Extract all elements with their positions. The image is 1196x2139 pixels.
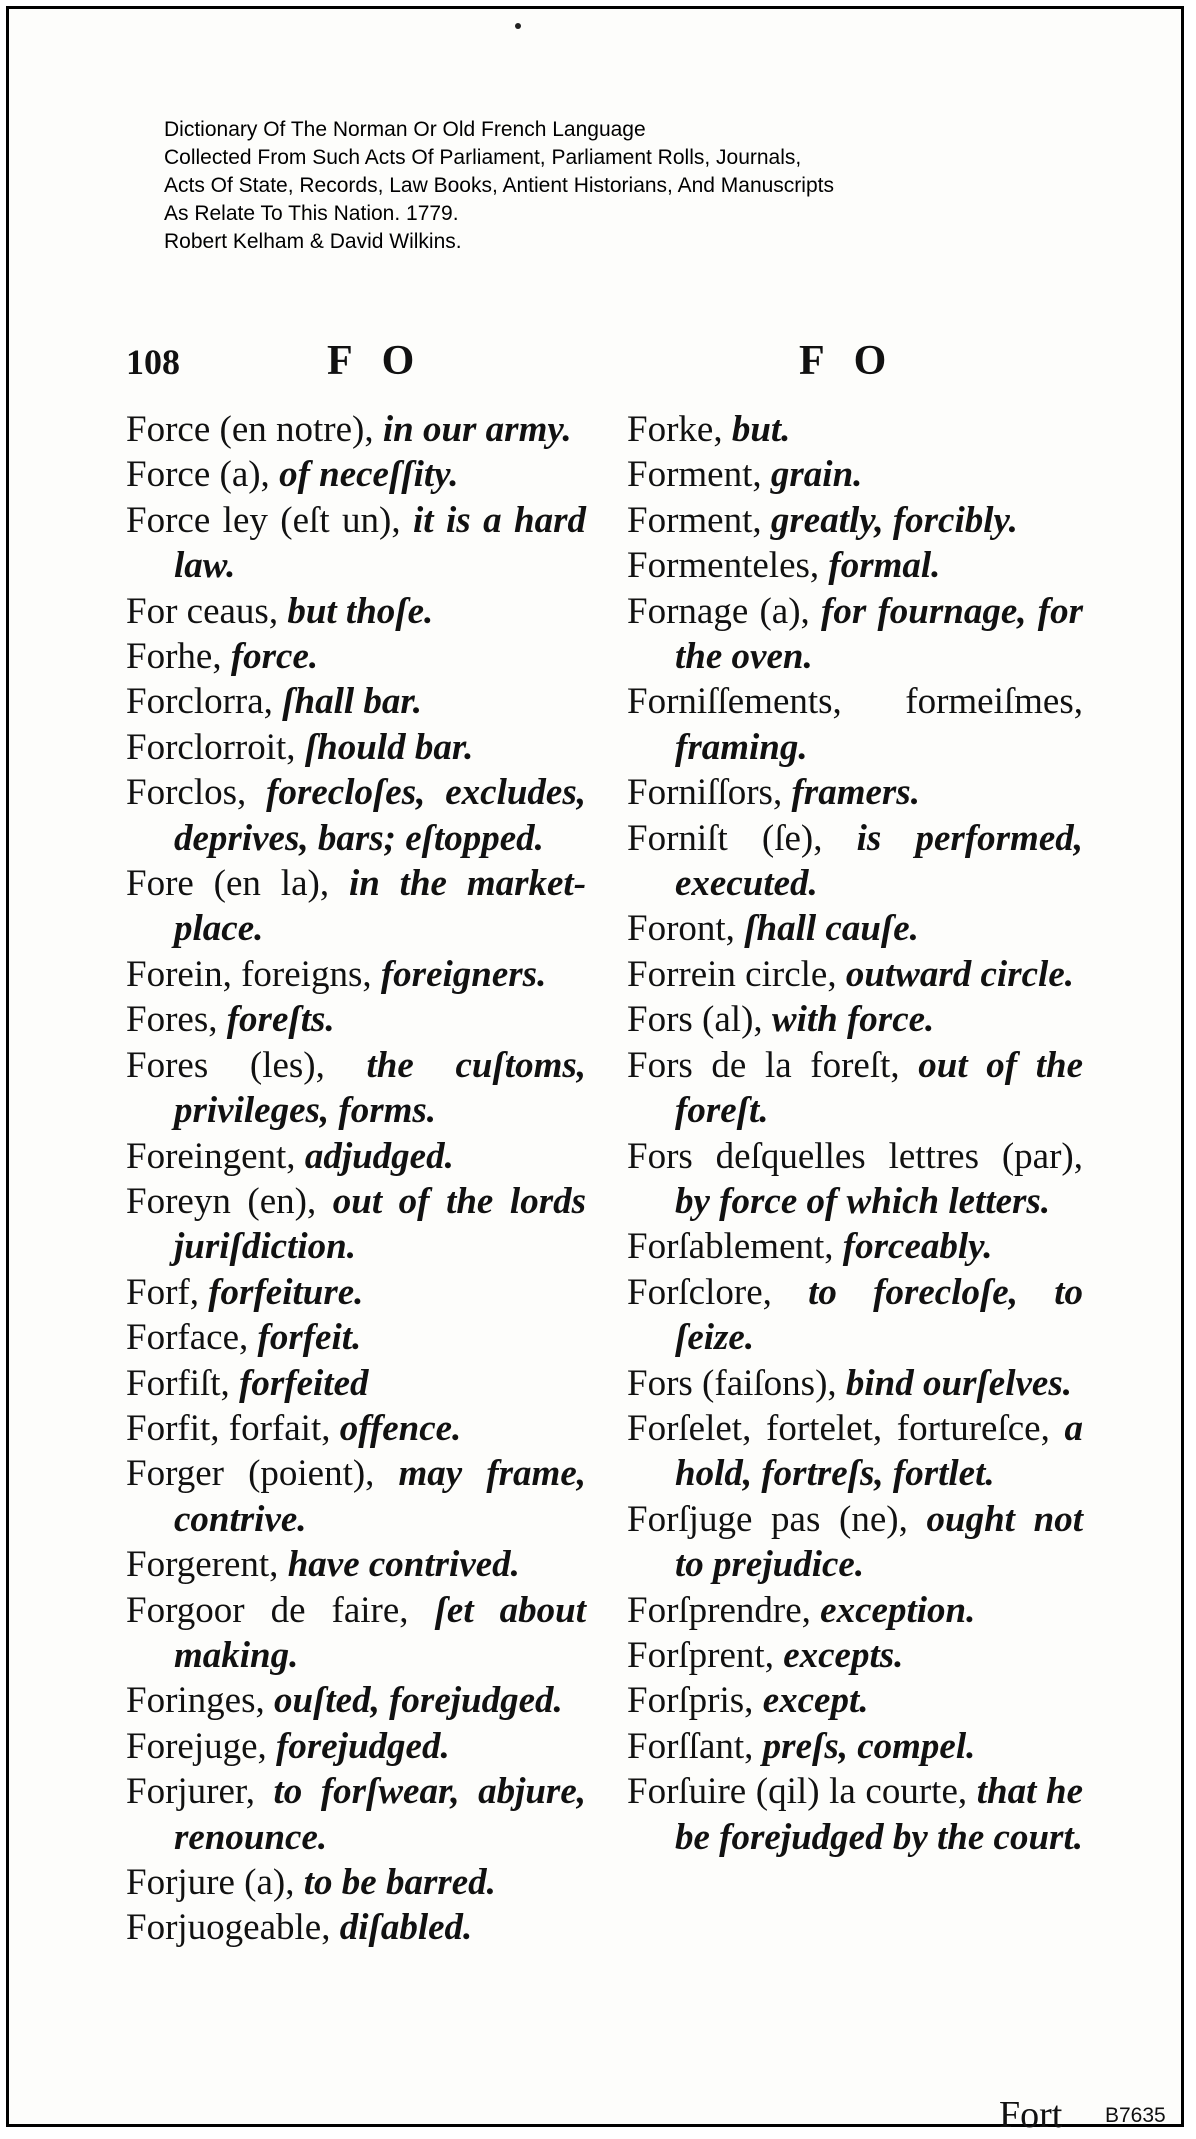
- dictionary-entry: [126, 1724, 586, 1769]
- entry-definition: it is a hard law.: [174, 499, 586, 587]
- entry-headword: Forſuire (qil) la courte,: [627, 1771, 968, 1813]
- header-line: As Relate To This Nation. 1779.: [164, 202, 459, 225]
- dictionary-entry: [126, 1769, 586, 1860]
- entry-headword: Force (en notre),: [126, 409, 374, 450]
- dictionary-entry: [126, 498, 586, 589]
- dictionary-entry: [627, 1724, 1083, 1769]
- entry-definition: to forecloſe, to ſeize.: [675, 1271, 1084, 1359]
- entry-headword: Foront,: [627, 908, 735, 950]
- entry-headword: Forſpris,: [627, 1680, 754, 1722]
- dictionary-entry: [126, 1678, 586, 1723]
- ink-speck: [515, 23, 521, 29]
- dictionary-entry: [126, 770, 586, 861]
- entry-headword: Foringes,: [126, 1680, 265, 1722]
- entry-headword: Forf,: [126, 1271, 199, 1313]
- dictionary-entry: [126, 634, 586, 679]
- entry-definition: foreigners.: [380, 953, 547, 995]
- right-column: [627, 407, 1083, 1860]
- entry-definition: offence.: [339, 1407, 462, 1449]
- dictionary-entry: [627, 1769, 1083, 1860]
- running-head-right: F O: [799, 338, 897, 384]
- entry-definition: forfeiture.: [208, 1271, 364, 1313]
- page-frame: [6, 6, 1184, 2136]
- entry-definition: out of the lords juriſdiction.: [174, 1180, 586, 1268]
- entry-headword: Forrein circle,: [627, 953, 837, 995]
- header-line: Dictionary Of The Norman Or Old French Language: [164, 118, 646, 141]
- entry-definition: framers.: [791, 772, 920, 814]
- entry-headword: Forclos,: [126, 772, 247, 814]
- dictionary-entry: [126, 1315, 586, 1360]
- dictionary-entry: [126, 1179, 586, 1270]
- dictionary-entry: [126, 1406, 586, 1451]
- dictionary-entry: [126, 1588, 586, 1679]
- entry-headword: Forſſant,: [627, 1725, 754, 1767]
- reference-code: B7635: [1105, 2104, 1166, 2127]
- dictionary-entry: [627, 407, 1083, 452]
- entry-headword: Fornage (a),: [627, 590, 810, 632]
- dictionary-entry: [627, 1678, 1083, 1723]
- dictionary-entry: [627, 1406, 1083, 1497]
- header-line: Collected From Such Acts Of Parliament, Parliament Rolls, Journals,: [164, 146, 802, 169]
- entry-definition: may frame, contrive.: [174, 1453, 586, 1540]
- dictionary-entry: [126, 1451, 586, 1542]
- dictionary-entry: [627, 952, 1083, 997]
- entry-headword: Forſclore,: [627, 1271, 772, 1313]
- dictionary-entry: [126, 861, 586, 952]
- entry-definition: of neceſſity.: [279, 454, 459, 496]
- entry-definition: forfeit.: [257, 1317, 362, 1359]
- entry-headword: Fores,: [126, 999, 218, 1041]
- entry-definition: but.: [731, 409, 791, 450]
- entry-headword: Forjuogeable,: [126, 1907, 331, 1949]
- entry-headword: Fors deſquelles lettres (par),: [627, 1135, 1083, 1177]
- entry-headword: Foreingent,: [126, 1135, 296, 1177]
- dictionary-entry: [627, 770, 1083, 815]
- entry-definition: diſabled.: [339, 1907, 473, 1949]
- left-column: [126, 407, 586, 1951]
- dictionary-entry: [126, 1134, 586, 1179]
- entry-headword: Forjure (a),: [126, 1862, 295, 1903]
- entry-headword: Forſelet, fortelet, fortureſce,: [627, 1407, 1050, 1449]
- entry-headword: Forgerent,: [126, 1544, 279, 1586]
- entry-headword: Fores (les),: [126, 1044, 325, 1086]
- entry-definition: ought not to prejudice.: [675, 1498, 1083, 1586]
- entry-headword: Forfit, forfait,: [126, 1407, 331, 1449]
- entry-definition: ſhall bar.: [282, 681, 422, 723]
- entry-headword: Forhe,: [126, 636, 222, 678]
- dictionary-entry: [627, 1497, 1083, 1588]
- entry-definition: the cuſtoms, privileges, forms.: [174, 1044, 586, 1132]
- entry-definition: ſet about making.: [174, 1589, 586, 1676]
- entry-definition: except.: [762, 1680, 869, 1722]
- page-number: 108: [126, 342, 180, 382]
- entry-definition: force.: [230, 636, 319, 678]
- dictionary-entry: [126, 1361, 586, 1406]
- dictionary-entry: [627, 997, 1083, 1042]
- entry-headword: Forclorra,: [126, 681, 273, 723]
- entry-headword: Forment,: [627, 499, 762, 541]
- dictionary-entry: [627, 1588, 1083, 1633]
- entry-headword: Forein, foreigns,: [126, 953, 372, 995]
- dictionary-entry: [627, 1043, 1083, 1134]
- entry-headword: Forke,: [627, 409, 723, 450]
- header-line: Robert Kelham & David Wilkins.: [164, 230, 462, 253]
- catalog-header: [164, 116, 834, 256]
- entry-definition: ſhould bar.: [304, 726, 474, 768]
- entry-definition: framing.: [675, 726, 808, 768]
- entry-headword: Forſjuge pas (ne),: [627, 1498, 908, 1540]
- dictionary-entry: [627, 543, 1083, 588]
- entry-definition: preſs, compel.: [762, 1725, 976, 1767]
- dictionary-entry: [126, 952, 586, 997]
- entry-definition: forfeited: [239, 1362, 369, 1404]
- entry-definition: forecloſes, excludes, deprives, bars; eſtopped.: [174, 772, 587, 859]
- entry-headword: Forſablement,: [627, 1226, 834, 1268]
- dictionary-entry: [627, 1224, 1083, 1269]
- entry-headword: Fore (en la),: [126, 863, 330, 905]
- entry-headword: Forniſt (ſe),: [627, 817, 823, 859]
- entry-definition: is performed, executed.: [675, 817, 1083, 905]
- entry-headword: Force ley (eſt un),: [126, 499, 401, 541]
- entry-headword: Force (a),: [126, 454, 270, 496]
- dictionary-entry: [126, 1542, 586, 1587]
- entry-definition: grain.: [770, 454, 863, 496]
- dictionary-entry: [126, 589, 586, 634]
- entry-definition: formal.: [828, 545, 941, 587]
- dictionary-entry: [126, 452, 586, 497]
- entry-definition: greatly, forcibly.: [770, 499, 1018, 541]
- entry-definition: by force of which letters.: [675, 1180, 1051, 1222]
- dictionary-entry: [627, 452, 1083, 497]
- entry-definition: in the market-place.: [174, 863, 587, 950]
- dictionary-entry: [627, 589, 1083, 680]
- entry-headword: Fors de la foreſt,: [627, 1044, 900, 1086]
- entry-headword: Forjurer,: [126, 1771, 256, 1813]
- dictionary-entry: [627, 906, 1083, 951]
- dictionary-entry: [627, 1270, 1083, 1361]
- entry-definition: a hold, fortreſs, fortlet.: [675, 1407, 1084, 1495]
- entry-definition: exception.: [820, 1589, 976, 1631]
- entry-definition: excepts.: [783, 1634, 904, 1676]
- entry-definition: foreſts.: [226, 999, 335, 1041]
- entry-headword: Forger (poient),: [126, 1453, 375, 1495]
- entry-definition: in our army.: [382, 409, 572, 450]
- entry-headword: Fors (al),: [627, 999, 763, 1041]
- dictionary-entry: [126, 1270, 586, 1315]
- entry-definition: forejudged.: [276, 1725, 450, 1767]
- entry-definition: that he be forejudged by the court.: [675, 1771, 1083, 1858]
- dictionary-entry: [126, 1905, 586, 1950]
- entry-headword: Forniſſors,: [627, 772, 783, 814]
- dictionary-entry: [126, 407, 586, 452]
- dictionary-entry: [627, 816, 1083, 907]
- entry-definition: with force.: [771, 999, 935, 1041]
- entry-definition: forceably.: [842, 1226, 993, 1268]
- entry-headword: Forclorroit,: [126, 726, 296, 768]
- entry-definition: to be barred.: [303, 1862, 496, 1903]
- entry-definition: have contrived.: [287, 1544, 520, 1586]
- dictionary-entry: [627, 498, 1083, 543]
- dictionary-entry: [126, 997, 586, 1042]
- entry-headword: Formenteles,: [627, 545, 820, 587]
- entry-headword: Forgoor de faire,: [126, 1589, 409, 1631]
- entry-definition: ouſted, forejudged.: [274, 1680, 563, 1722]
- entry-definition: but thoſe.: [287, 590, 434, 632]
- entry-headword: Forejuge,: [126, 1725, 267, 1767]
- entry-headword: Forface,: [126, 1317, 249, 1359]
- entry-headword: Forniſſements, formeiſmes,: [627, 681, 1083, 723]
- dictionary-entry: [627, 679, 1083, 770]
- entry-definition: outward circle.: [845, 953, 1074, 995]
- entry-definition: ſhall cauſe.: [744, 908, 919, 950]
- entry-headword: For ceaus,: [126, 590, 279, 632]
- entry-headword: Forment,: [627, 454, 762, 496]
- dictionary-entry: [126, 1860, 586, 1905]
- running-head-left: F O: [327, 338, 425, 384]
- catchword: Fort: [999, 2094, 1063, 2136]
- entry-headword: Forfiſt,: [126, 1362, 230, 1404]
- entry-headword: Forſprendre,: [627, 1589, 811, 1631]
- dictionary-entry: [627, 1134, 1083, 1225]
- entry-definition: out of the foreſt.: [675, 1044, 1084, 1132]
- entry-definition: adjudged.: [304, 1135, 454, 1177]
- entry-headword: Fors (faiſons),: [627, 1362, 837, 1404]
- dictionary-entry: [627, 1633, 1083, 1678]
- entry-headword: Forſprent,: [627, 1634, 774, 1676]
- dictionary-entry: [126, 679, 586, 724]
- entry-definition: bind ourſelves.: [845, 1362, 1073, 1404]
- entry-headword: Foreyn (en),: [126, 1180, 317, 1222]
- header-line: Acts Of State, Records, Law Books, Antient Historians, And Manuscripts: [164, 174, 834, 197]
- dictionary-entry: [627, 1361, 1083, 1406]
- dictionary-entry: [126, 1043, 586, 1134]
- entry-definition: for fournage, for the oven.: [675, 590, 1083, 678]
- entry-definition: to forſwear, abjure, renounce.: [174, 1771, 587, 1858]
- dictionary-entry: [126, 725, 586, 770]
